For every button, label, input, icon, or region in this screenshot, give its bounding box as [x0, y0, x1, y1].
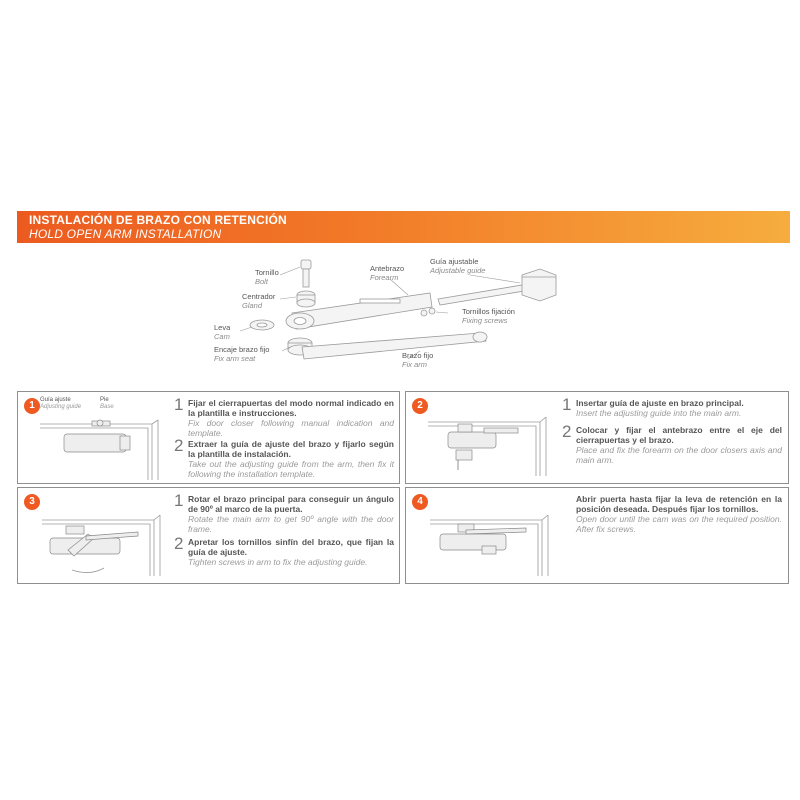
step-2-2: 2 Colocar y fijar el antebrazo entre el eje del cierrapuertas y el brazo. Place and fix the forearm on the door closers axis and main arm. — [562, 422, 782, 465]
part-label-fix-arm: Brazo fijo Fix arm — [402, 351, 434, 369]
step-text-es: Abrir puerta hasta fijar la leva de retención en la posición deseada. Después fijar los tornillos. — [576, 494, 782, 514]
part-label-fixing-screws: Tornillos fijación Fixing screws — [462, 307, 515, 325]
step-4-1 — [562, 494, 782, 554]
step-badge: 2 — [412, 398, 428, 414]
step-2-1: 1 Insertar guía de ajuste en brazo principal. Insert the adjusting guide into the main arm. — [562, 398, 782, 424]
title-es: INSTALACIÓN DE BRAZO CON RETENCIÓN — [29, 213, 287, 227]
step-badge: 1 — [24, 398, 40, 414]
step-panel-4 — [405, 487, 789, 584]
title-en: HOLD OPEN ARM INSTALLATION — [29, 227, 222, 241]
step-1-2: 2 Extraer la guía de ajuste del brazo y fijarlo según la plantilla de instalación. Take out the adjusting guide from the arm, then fix it following the installation template. — [174, 436, 394, 479]
header-banner — [17, 211, 790, 243]
step-badge: 3 — [24, 494, 40, 510]
step-panel-1 — [17, 391, 400, 484]
part-label-bolt: Tornillo Bolt — [255, 268, 279, 286]
step-text-en: Rotate the main arm to get 90º angle with the door frame. — [188, 514, 394, 534]
step-badge: 4 — [412, 494, 428, 510]
step-text-en: Open door until the cam was on the required position. After fix screws. — [576, 514, 782, 534]
illustration-rotate-arm — [42, 510, 170, 578]
step-3-2: 2 Apretar los tornillos sinfín del brazo, que fijan la guía de ajuste. Tighten screws in arm to fix the adjusting guide. — [174, 534, 394, 567]
step-text-en: Take out the adjusting guide from the arm, then fix it following the installation template. — [188, 459, 394, 479]
exploded-arm-diagram — [200, 255, 600, 380]
step-text-en: Place and fix the forearm on the door closers axis and main arm. — [576, 445, 782, 465]
part-label-fix-arm-seat: Encaje brazo fijo Fix arm seat — [214, 345, 270, 363]
step-text-en: Insert the adjusting guide into the main arm. — [576, 408, 742, 418]
part-label-adjustable-guide: Guía ajustable Adjustable guide — [430, 257, 486, 275]
illustration-closer-mounting — [40, 418, 165, 480]
step-text-es: Apretar los tornillos sinfín del brazo, que fijan la guía de ajuste. — [188, 537, 394, 557]
step-panel-3 — [17, 487, 400, 584]
step-text-es: Insertar guía de ajuste en brazo principal. — [576, 398, 744, 408]
part-label-cam: Leva Cam — [214, 323, 231, 341]
callout-adjusting-guide: Guía ajuste Adjusting guide — [40, 397, 82, 410]
step-panel-2 — [405, 391, 789, 484]
step-3-1: 1 Rotar el brazo principal para conseguir un ángulo de 90º al marco de la puerta. Rotate the main arm to get 90º angle with the door frame. — [174, 491, 394, 534]
step-text-es: Fijar el cierrapuertas del modo normal indicado en la plantilla e instrucciones. — [188, 398, 394, 418]
part-label-gland: Centrador Gland — [242, 292, 276, 310]
step-text-es: Rotar el brazo principal para conseguir un ángulo de 90º al marco de la puerta. — [188, 494, 394, 514]
step-text-es: Colocar y fijar el antebrazo entre el eje del cierrapuertas y el brazo. — [576, 425, 782, 445]
illustration-set-cam — [430, 510, 558, 578]
step-text-en: Fix door closer following manual indication and template. — [188, 418, 394, 438]
step-text-es: Extraer la guía de ajuste del brazo y fijarlo según la plantilla de instalación. — [188, 439, 394, 459]
step-1-1: 1 Fijar el cierrapuertas del modo normal indicado en la plantilla e instrucciones. Fix door closer following manual indication and template. — [174, 395, 394, 438]
callout-base: Pie Base — [100, 397, 114, 410]
part-label-forearm: Antebrazo Forearm — [370, 264, 405, 282]
illustration-insert-guide — [428, 414, 556, 476]
step-text-en: Tighten screws in arm to fix the adjusting guide. — [188, 557, 368, 567]
